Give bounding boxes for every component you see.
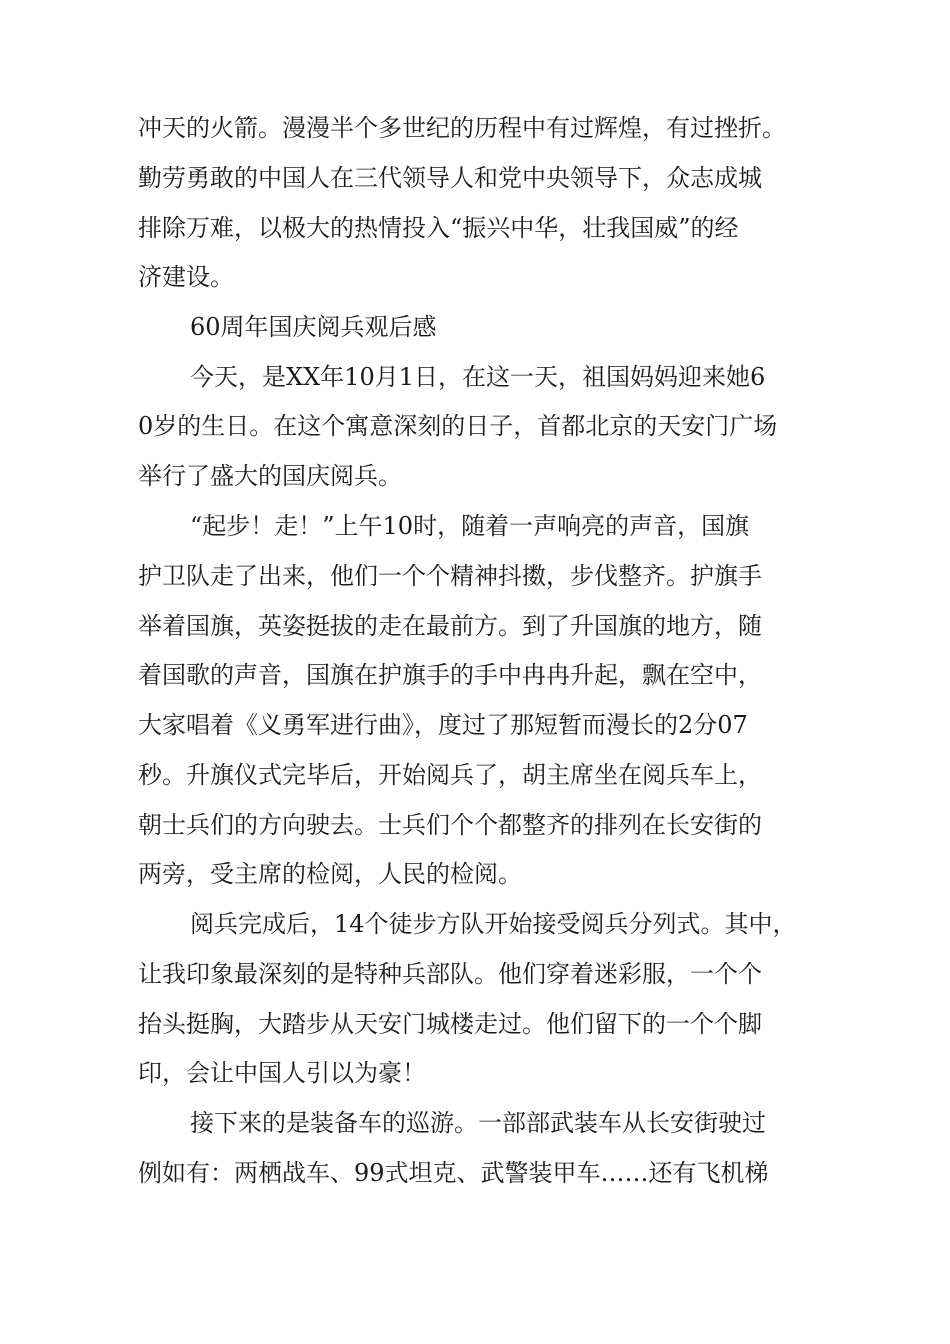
text-line: 勤劳勇敢的中国人在三代领导人和党中央领导下，众志成城 — [138, 164, 762, 192]
text-line: 护卫队走了出来，他们一个个精神抖擞，步伐整齐。护旗手 — [138, 562, 762, 590]
text-line: 秒。升旗仪式完毕后，开始阅兵了，胡主席坐在阅兵车上， — [138, 761, 762, 789]
text-line: 着国歌的声音，国旗在护旗手的手中冉冉升起，飘在空中， — [138, 661, 762, 689]
paragraph-start: 接下来的是装备车的巡游。一部部武装车从长安街驶过 — [190, 1109, 766, 1137]
text-line: 大家唱着《义勇军进行曲》，度过了那短暂而漫长的2分07 — [138, 711, 748, 739]
text-line: 朝士兵们的方向驶去。士兵们个个都整齐的排列在长安街的 — [138, 811, 762, 839]
text-line: 例如有：两栖战车、99式坦克、武警装甲车……还有飞机梯 — [138, 1159, 769, 1187]
text-line: 两旁，受主席的检阅，人民的检阅。 — [138, 860, 522, 888]
text-line: 排除万难，以极大的热情投入“振兴中华，壮我国威”的经 — [138, 214, 739, 242]
section-title: 60周年国庆阅兵观后感 — [190, 313, 437, 341]
paragraph-start: “起步！走！”上午10时，随着一声响亮的声音，国旗 — [190, 512, 750, 540]
text-line: 抬头挺胸，大踏步从天安门城楼走过。他们留下的一个个脚 — [138, 1010, 762, 1038]
paragraph-start: 阅兵完成后，14个徒步方队开始接受阅兵分列式。其中， — [190, 910, 797, 938]
text-line: 0岁的生日。在这个寓意深刻的日子，首都北京的天安门广场 — [138, 412, 778, 440]
text-line: 济建设。 — [138, 263, 234, 291]
text-line: 冲天的火箭。漫漫半个多世纪的历程中有过辉煌，有过挫折。 — [138, 114, 786, 142]
text-line: 让我印象最深刻的是特种兵部队。他们穿着迷彩服，一个个 — [138, 960, 762, 988]
text-line: 举着国旗，英姿挺拔的走在最前方。到了升国旗的地方，随 — [138, 612, 762, 640]
text-line: 印，会让中国人引以为豪！ — [138, 1059, 426, 1087]
text-line: 举行了盛大的国庆阅兵。 — [138, 462, 402, 490]
paragraph-start: 今天，是XX年10月1日，在这一天，祖国妈妈迎来她6 — [190, 363, 766, 391]
